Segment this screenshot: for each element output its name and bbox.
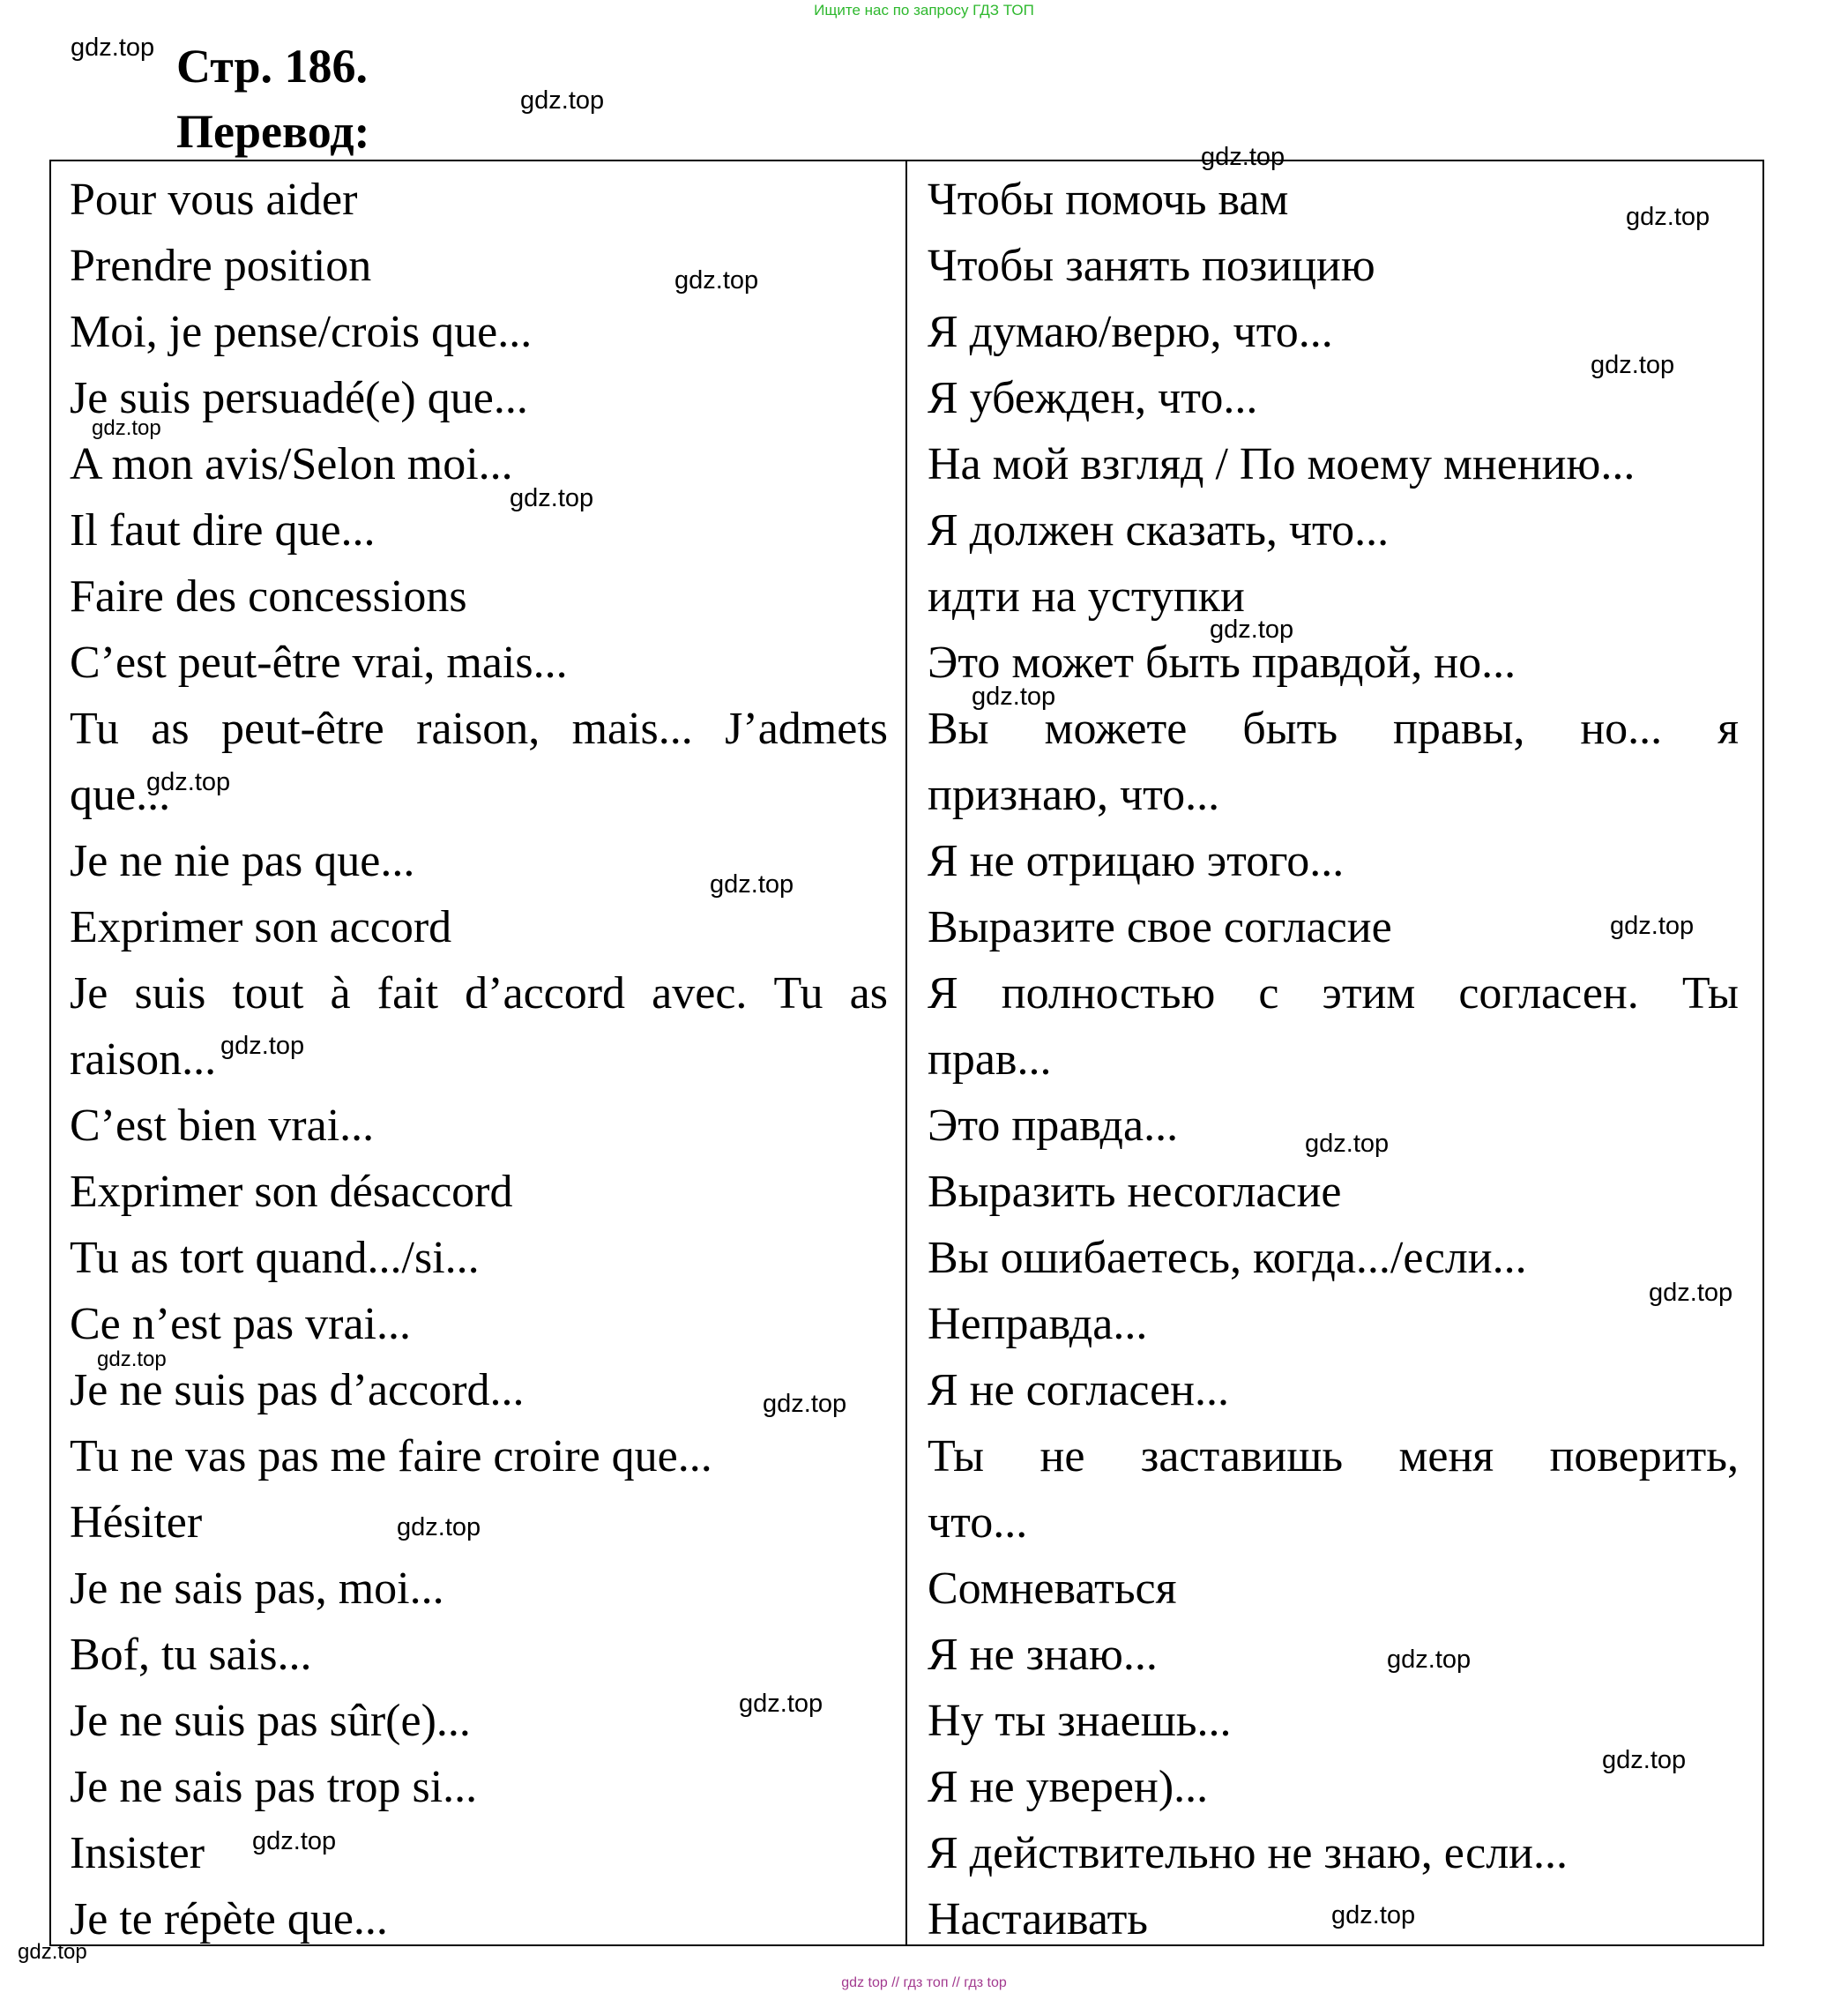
- word: d’accord: [465, 968, 626, 1019]
- table-row-line: Это правда...: [928, 1101, 1179, 1151]
- table-row-line: Вы ошибаетесь, когда.../если...: [928, 1233, 1527, 1283]
- word: можете: [1044, 704, 1188, 754]
- table-row-line: Я не уверен)...: [928, 1762, 1209, 1812]
- word: не: [1040, 1431, 1085, 1481]
- watermark: gdz.top: [674, 266, 759, 295]
- table-row-line: Чтобы помочь вам: [928, 175, 1289, 225]
- word: Je: [70, 968, 108, 1019]
- table-row-line: Выразите свое согласие: [928, 902, 1392, 952]
- table-row-line: Pour vous aider: [70, 175, 358, 225]
- russian-column: [928, 174, 1739, 1959]
- table-row-line: Je te répète que...: [70, 1894, 388, 1944]
- table-row-line: Tu ne vas pas me faire croire que...: [70, 1431, 712, 1481]
- table-row-line: Je suis persuadé(e) que...: [70, 373, 528, 423]
- word: Tu: [773, 968, 823, 1019]
- word: этим: [1322, 968, 1416, 1019]
- table-row-line: признаю, что...: [928, 770, 1220, 820]
- word: но...: [1580, 704, 1663, 754]
- table-row-line: Неправда...: [928, 1299, 1148, 1349]
- top-banner: Ищите нас по запросу ГДЗ ТОП: [814, 2, 1034, 19]
- table-row-line: Я не знаю...: [928, 1630, 1158, 1680]
- table-row-line: que...: [70, 770, 171, 820]
- watermark: gdz.top: [1626, 203, 1710, 231]
- translation-table: [49, 160, 1764, 1946]
- table-row-line: Я убежден, что...: [928, 373, 1258, 423]
- word: быть: [1242, 704, 1338, 754]
- word: fait: [376, 968, 439, 1019]
- table-row-line: Il faut dire que...: [70, 505, 376, 556]
- word: mais...: [571, 704, 693, 754]
- table-row-line: Exprimer son accord: [70, 902, 452, 952]
- watermark: gdz.top: [1201, 143, 1285, 171]
- watermark: gdz.top: [97, 1347, 167, 1371]
- table-row-line: Я должен сказать, что...: [928, 505, 1390, 556]
- watermark: gdz.top: [972, 683, 1056, 711]
- word: tout: [232, 968, 304, 1019]
- table-row-line: Настаивать: [928, 1894, 1149, 1944]
- table-row-line: Bof, tu sais...: [70, 1630, 312, 1680]
- word: Вы: [928, 704, 989, 754]
- table-row-line: Prendre position: [70, 241, 372, 291]
- word: avec.: [652, 968, 748, 1019]
- watermark: gdz.top: [1210, 616, 1294, 644]
- table-row-line: [928, 1430, 1739, 1496]
- table-row-line: A mon avis/Selon moi...: [70, 439, 513, 489]
- table-row-line: Сомневаться: [928, 1563, 1177, 1614]
- watermark: gdz.top: [510, 484, 594, 512]
- watermark: gdz.top: [710, 870, 794, 899]
- table-row-line: Je ne nie pas que...: [70, 836, 415, 886]
- watermark: gdz.top: [146, 768, 231, 796]
- word: as: [849, 968, 888, 1019]
- word: Я: [928, 968, 958, 1019]
- word: меня: [1398, 1431, 1494, 1481]
- table-row-line: [70, 703, 888, 769]
- word: as: [151, 704, 190, 754]
- watermark: gdz.top: [1649, 1279, 1733, 1307]
- table-row-line: Я думаю/верю, что...: [928, 307, 1333, 357]
- word: raison,: [416, 704, 540, 754]
- table-row-line: прав...: [928, 1034, 1052, 1085]
- translation-heading: Перевод:: [176, 105, 370, 158]
- watermark: gdz.top: [1387, 1646, 1472, 1674]
- word: suis: [134, 968, 206, 1019]
- table-row-line: Tu as tort quand.../si...: [70, 1233, 480, 1283]
- table-row-line: [928, 967, 1739, 1034]
- table-row-line: идти на уступки: [928, 571, 1245, 622]
- word: à: [330, 968, 351, 1019]
- table-row-line: Чтобы занять позицию: [928, 241, 1375, 291]
- table-row-line: [928, 703, 1739, 769]
- word: Ты: [1681, 968, 1739, 1019]
- table-row-line: Я действительно не знаю, если...: [928, 1828, 1568, 1878]
- watermark: gdz.top: [252, 1827, 337, 1855]
- table-row-line: Выразить несогласие: [928, 1167, 1342, 1217]
- table-row-line: Je ne suis pas d’accord...: [70, 1365, 525, 1415]
- word: заставишь: [1140, 1431, 1344, 1481]
- page-number-heading: Стр. 186.: [176, 40, 369, 93]
- word: Tu: [70, 704, 119, 754]
- table-row-line: Это может быть правдой, но...: [928, 638, 1516, 688]
- watermark: gdz.top: [1591, 351, 1675, 379]
- table-row-line: На мой взгляд / По моему мнению...: [928, 439, 1636, 489]
- watermark: gdz.top: [71, 34, 155, 62]
- table-row-line: Je ne suis pas sûr(e)...: [70, 1696, 471, 1746]
- table-row-line: Je ne sais pas trop si...: [70, 1762, 478, 1812]
- watermark: gdz.top: [763, 1390, 847, 1418]
- table-row-line: Hésiter: [70, 1497, 203, 1548]
- table-row-line: Moi, je pense/crois que...: [70, 307, 533, 357]
- watermark: gdz.top: [520, 86, 605, 115]
- column-divider: [905, 161, 907, 1944]
- table-row-line: Ce n’est pas vrai...: [70, 1299, 412, 1349]
- watermark: gdz.top: [1602, 1746, 1687, 1774]
- table-row-line: C’est bien vrai...: [70, 1101, 375, 1151]
- table-row-line: Я не отрицаю этого...: [928, 836, 1345, 886]
- footer: gdz top // гдз топ // гдз top: [841, 1975, 1007, 1990]
- table-row-line: что...: [928, 1497, 1028, 1548]
- table-row-line: C’est peut-être vrai, mais...: [70, 638, 568, 688]
- word: Ты: [928, 1431, 985, 1481]
- watermark: gdz.top: [1305, 1130, 1390, 1158]
- word: полностью: [1001, 968, 1216, 1019]
- watermark: gdz.top: [1331, 1901, 1416, 1929]
- watermark: gdz.top: [397, 1513, 481, 1541]
- watermark: gdz.top: [18, 1940, 87, 1964]
- word: peut-être: [220, 704, 384, 754]
- table-row-line: Insister: [70, 1828, 205, 1878]
- word: с: [1258, 968, 1279, 1019]
- word: правы,: [1392, 704, 1525, 754]
- table-row-line: Faire des concessions: [70, 571, 467, 622]
- word: J’admets: [725, 704, 888, 754]
- word: я: [1718, 704, 1739, 754]
- word: поверить,: [1549, 1431, 1739, 1481]
- watermark: gdz.top: [220, 1032, 305, 1060]
- table-row-line: Ну ты знаешь...: [928, 1696, 1232, 1746]
- word: согласен.: [1458, 968, 1639, 1019]
- watermark: gdz.top: [739, 1690, 823, 1718]
- watermark: gdz.top: [92, 416, 161, 440]
- table-row-line: [70, 967, 888, 1034]
- table-row-line: Я не согласен...: [928, 1365, 1230, 1415]
- watermark: gdz.top: [1610, 912, 1695, 940]
- table-row-line: raison...: [70, 1034, 217, 1085]
- table-row-line: Exprimer son désaccord: [70, 1167, 513, 1217]
- table-row-line: Je ne sais pas, moi...: [70, 1563, 444, 1614]
